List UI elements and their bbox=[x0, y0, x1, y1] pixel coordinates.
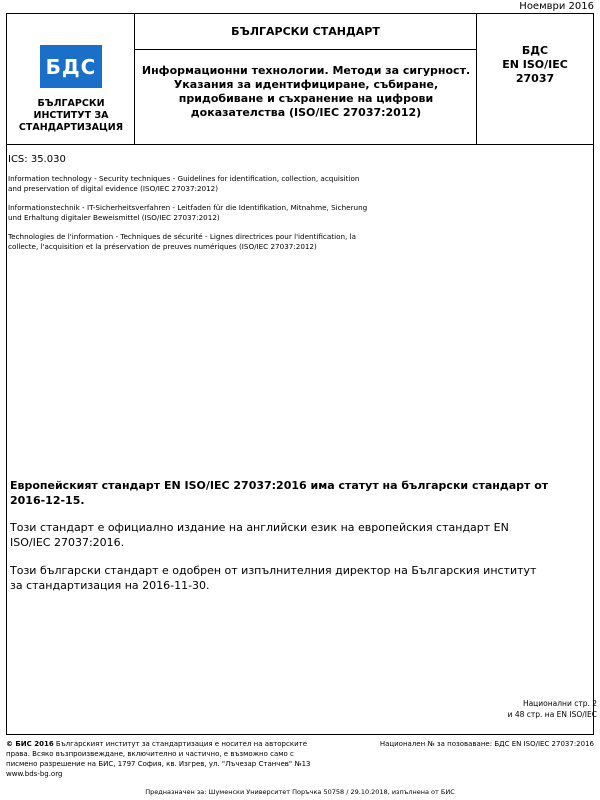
copyright-notice bbox=[6, 739, 326, 779]
website-link[interactable]: www.bds-bg.org bbox=[6, 770, 63, 778]
code-line-2: EN ISO/IEC bbox=[502, 58, 568, 71]
bds-logo: БДС bbox=[40, 45, 102, 88]
title-english: Information technology - Security techniques - Guidelines for identification, collection, acquisition and preservation of digital evidence (ISO/IEC 27037:2012) bbox=[8, 174, 360, 193]
title-french: Technologies de l'information - Techniques de sécurité - Lignes directrices pour l'identification, la collecte, l'acquisition et la préservation de preuves numériques (ISO/IEC 27037:2012) bbox=[8, 232, 357, 251]
standard-title: Информационни технологии. Методи за сигурност. Указания за идентифициране, събиране, придобиване и съхранение на цифрови доказателства (ISO/IEC 27037:2012) bbox=[141, 64, 471, 119]
document-frame bbox=[6, 13, 594, 735]
status-statement: Европейският стандарт EN ISO/IEC 27037:2016 има статут на български стандарт от 2016-12-15. bbox=[10, 479, 549, 507]
pages-line-2: и 48 стр. на EN ISO/IEC bbox=[507, 710, 597, 719]
body-area bbox=[8, 154, 568, 261]
footer-note: Предназначен за: Шуменски Университет Поръчка 50758 / 29.10.2018, изпълнена от БИС bbox=[145, 788, 455, 796]
approval-paragraph: Този български стандарт е одобрен от изпълнителния директор на Българския институт за стандартизация на 2016-11-30. bbox=[10, 564, 537, 592]
ics-code: ICS: 35.030 bbox=[8, 154, 66, 165]
standard-code bbox=[477, 44, 593, 86]
reference-number: Национален № за позоваване: БДС EN ISO/IEC 27037:2016 bbox=[379, 740, 594, 748]
standard-label: БЪЛГАРСКИ СТАНДАРТ bbox=[135, 14, 476, 50]
page-count bbox=[508, 698, 597, 720]
code-line-3: 27037 bbox=[515, 72, 555, 85]
pages-line-1: Национални стр. 2 bbox=[522, 699, 597, 708]
copyright-mark: © БИС 2016 bbox=[6, 740, 54, 748]
code-cell bbox=[477, 14, 593, 145]
org-name: БЪЛГАРСКИ ИНСТИТУТ ЗА СТАНДАРТИЗАЦИЯ bbox=[18, 98, 124, 133]
code-line-1: БДС bbox=[521, 44, 549, 57]
title-german: Informationstechnik - IT-Sicherheitsverfahren - Leitfaden für die Identifikation, Mitnahme, Sicherung und Erhaltung digitaler Beweismittel (ISO/IEC 27037:2012) bbox=[8, 203, 368, 222]
header-table bbox=[7, 14, 593, 145]
logo-cell bbox=[7, 14, 135, 145]
issue-date: Ноември 2016 bbox=[519, 1, 594, 12]
copyright-text: Българският институт за стандартизация е носител на авторските права. Всяко възпроизвеждане, включително и частично, е възможно само с писмено разрешение на БИС, 1797 София, кв. Изгрев, ул. "Лъчезар Станчев" №13 bbox=[6, 740, 311, 768]
title-cell bbox=[135, 14, 477, 145]
official-edition-paragraph: Този стандарт е официално издание на английски език на европейския стандарт EN ISO/IEC 27037:2016. bbox=[10, 521, 509, 549]
